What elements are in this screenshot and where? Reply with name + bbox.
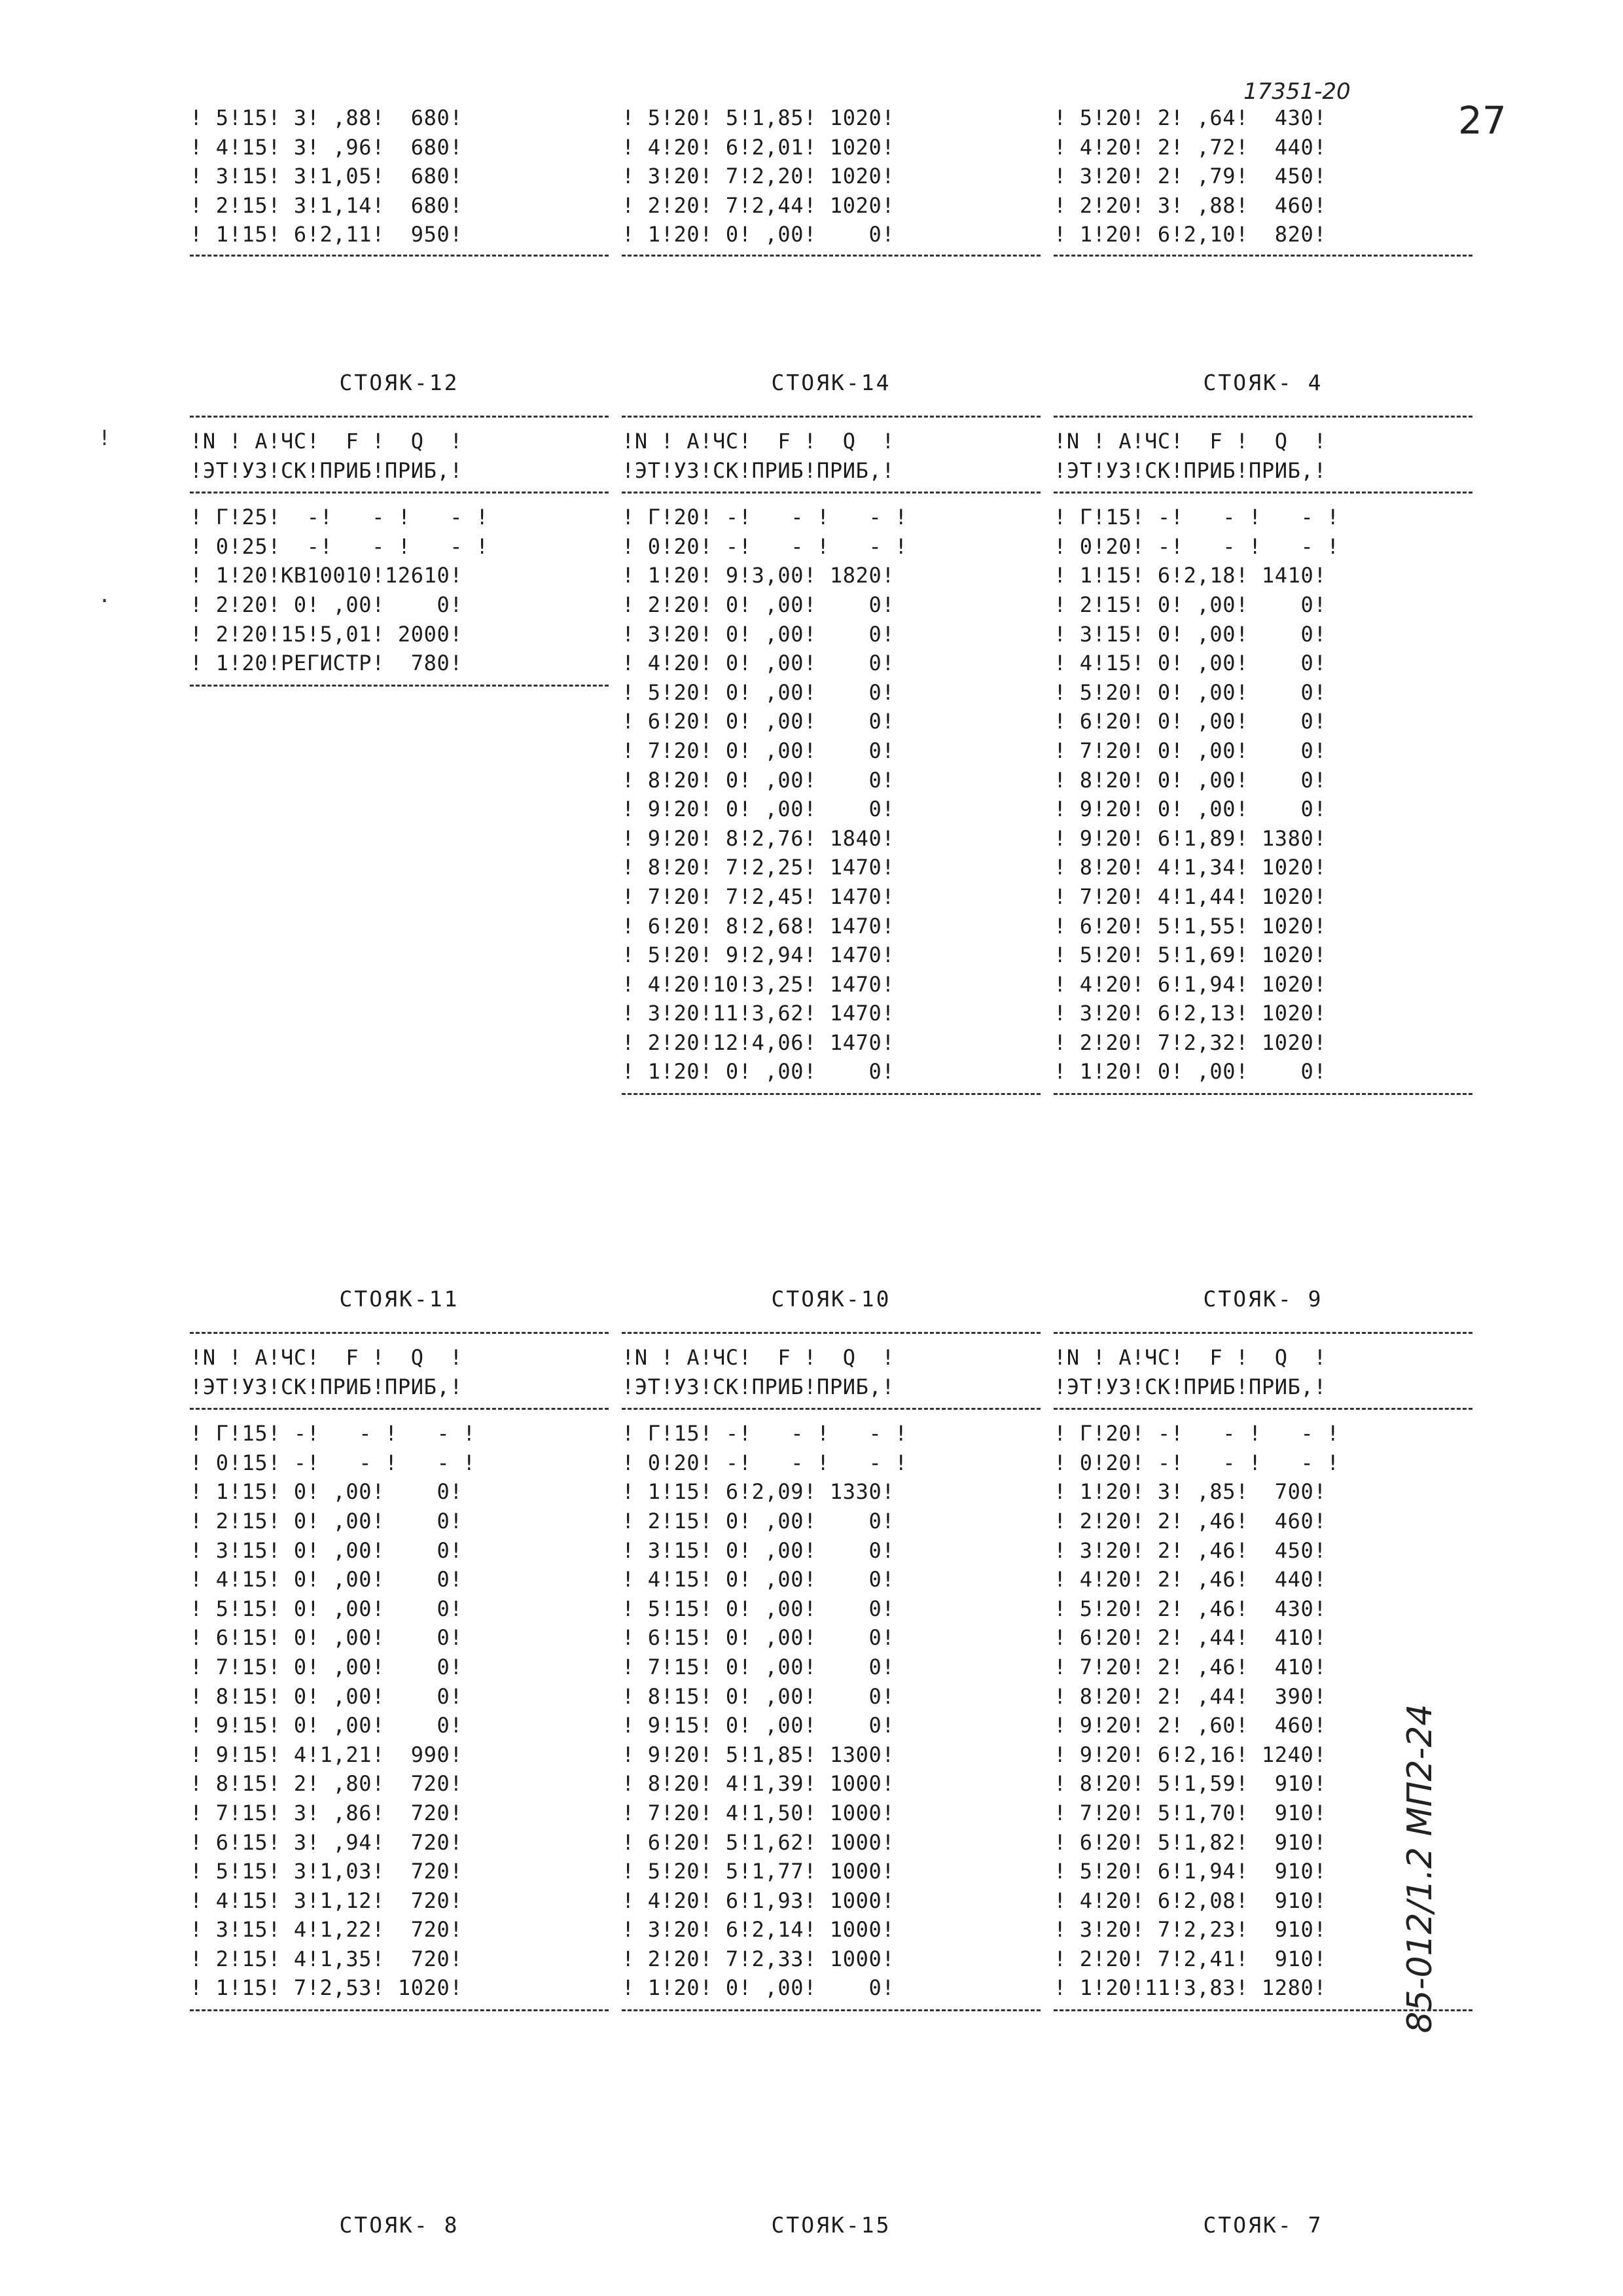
table-header-row: !ЭТ!УЗ!СК!ПРИБ!ПРИБ,! [1054,1374,1327,1399]
table-row: ! 2!20!12!4,06! 1470! [622,1030,895,1055]
footer-title-riser-15: СТОЯК-15 [771,2212,891,2238]
table-row: ! 6!20! 0! ,00! 0! [1054,709,1327,734]
table-row: ! 4!20! 6!2,08! 910! [1054,1888,1327,1913]
table-divider [190,1332,609,1334]
table-row: ! 8!20! 2! ,44! 390! [1054,1683,1327,1709]
table-divider [190,255,609,257]
table-row: ! 0!20! -! - ! - ! [622,1450,908,1475]
table-row: ! 2!20! 7!2,44! 1020! [622,192,895,218]
table-row: ! 7!20! 2! ,46! 410! [1054,1654,1327,1679]
table-divider [1054,492,1472,493]
table-title: СТОЯК- 4 [1203,370,1323,395]
table-row: ! 2!20! 7!2,41! 910! [1054,1946,1327,1971]
table-row: ! 0!20! -! - ! - ! [1054,1450,1340,1475]
riser-table-10 [622,1286,1041,2020]
table-row: ! 7!15! 3! ,86! 720! [190,1800,463,1825]
table-row: ! 9!20! 0! ,00! 0! [1054,797,1327,822]
table-header-row: !ЭТ!УЗ!СК!ПРИБ!ПРИБ,! [190,1374,463,1399]
table-row: ! Г!20! -! - ! - ! [1054,1421,1340,1446]
table-row: ! 3!20!11!3,62! 1470! [622,1001,895,1026]
table-divider [1054,1093,1472,1095]
table-row: ! 3!15! 4!1,22! 720! [190,1917,463,1943]
table-row: ! 3!15! 3!1,05! 680! [190,164,463,189]
table-row: ! 2!15! 0! ,00! 0! [1054,592,1327,617]
table-row: ! 2!20! 7!2,32! 1020! [1054,1030,1327,1055]
side-document-code: 85-012/1.2 МП2-24 [1400,1704,1440,2034]
table-row: ! 3!20! 6!2,13! 1020! [1054,1001,1327,1026]
table-header-row: !N ! A!ЧС! F ! Q ! [190,429,463,454]
table-row: ! 9!20! 6!1,89! 1380! [1054,825,1327,851]
table-row: ! 4!15! 0! ,00! 0! [622,1567,895,1592]
table-divider [1054,1408,1472,1410]
table-header-row: !ЭТ!УЗ!СК!ПРИБ!ПРИБ,! [190,457,463,483]
table-row: ! 4!20! 6!1,93! 1000! [622,1888,895,1913]
table-divider [190,685,609,687]
table-row: ! 0!15! -! - ! - ! [190,1450,476,1475]
table-row: ! 5!20! 9!2,94! 1470! [622,942,895,968]
table-row: ! 8!20! 0! ,00! 0! [622,767,895,793]
table-row: ! 9!15! 4!1,21! 990! [190,1742,463,1767]
table-row: ! 4!15! 3!1,12! 720! [190,1888,463,1913]
table-row: ! 4!20! 6!1,94! 1020! [1054,971,1327,997]
table-row: ! 5!20! 5!1,85! 1020! [622,105,895,130]
table-row: ! 1!20! 3! ,85! 700! [1054,1479,1327,1505]
table-header-row: !N ! A!ЧС! F ! Q ! [622,1345,895,1370]
table-divider [190,492,609,493]
table-row: ! 3!20! 0! ,00! 0! [622,621,895,647]
riser-table-11 [190,1286,609,2020]
table-row: ! Г!25! -! - ! - ! [190,505,489,530]
table-divider [622,1093,1041,1095]
table-divider [622,255,1041,257]
table-divider [622,416,1041,418]
table-row: ! 3!20! 2! ,46! 450! [1054,1537,1327,1563]
table-row: ! 6!20! 5!1,62! 1000! [622,1829,895,1855]
table-divider [190,416,609,418]
table-row: ! 2!20! 0! ,00! 0! [622,592,895,617]
table-row: ! 6!15! 3! ,94! 720! [190,1829,463,1855]
table-row: ! 5!20! 0! ,00! 0! [1054,679,1327,705]
table-divider [622,492,1041,493]
riser-table-4 [1054,370,1472,1104]
table-row: ! 2!15! 4!1,35! 720! [190,1946,463,1971]
table-row: ! 8!15! 2! ,80! 720! [190,1771,463,1797]
table-title: СТОЯК-14 [771,370,891,395]
table-row: ! 7!20! 0! ,00! 0! [1054,738,1327,763]
margin-mark: ! [98,425,111,450]
riser-table-9 [1054,1286,1472,2020]
table-row: ! 8!20! 4!1,34! 1020! [1054,855,1327,880]
table-divider [190,1408,609,1410]
table-row: ! 9!15! 0! ,00! 0! [190,1713,463,1738]
table-row: ! 1!20!КВ10010!12610! [190,563,463,588]
table-row: ! 5!15! 0! ,00! 0! [190,1596,463,1621]
table-row: ! 2!20!15!5,01! 2000! [190,621,463,647]
table-row: ! 6!20! 2! ,44! 410! [1054,1625,1327,1651]
top-continuation-col-3 [1054,103,1472,263]
document-code: 17351-20 [1243,79,1351,105]
table-row: ! 9!15! 0! ,00! 0! [622,1713,895,1738]
table-row: ! 8!20! 4!1,39! 1000! [622,1771,895,1797]
table-header-row: !ЭТ!УЗ!СК!ПРИБ!ПРИБ,! [622,457,895,483]
table-divider [1054,1332,1472,1334]
table-row: ! 8!20! 5!1,59! 910! [1054,1771,1327,1797]
table-title: СТОЯК-12 [339,370,459,395]
table-row: ! 6!20! 0! ,00! 0! [622,709,895,734]
table-row: ! 0!20! -! - ! - ! [1054,533,1340,559]
table-row: ! 5!15! 0! ,00! 0! [622,1596,895,1621]
table-row: ! 5!15! 3!1,03! 720! [190,1859,463,1884]
table-row: ! Г!15! -! - ! - ! [190,1421,476,1446]
table-row: ! 8!15! 0! ,00! 0! [190,1683,463,1709]
table-row: ! 1!20! 0! ,00! 0! [1054,1059,1327,1085]
table-row: ! 7!15! 0! ,00! 0! [622,1654,895,1679]
table-row: ! 1!15! 6!2,18! 1410! [1054,563,1327,588]
table-row: ! 1!15! 7!2,53! 1020! [190,1975,463,2001]
table-header-row: !ЭТ!УЗ!СК!ПРИБ!ПРИБ,! [1054,457,1327,483]
table-row: ! 1!15! 6!2,11! 950! [190,222,463,247]
table-row: ! 1!20! 0! ,00! 0! [622,1059,895,1085]
table-row: ! 4!20! 0! ,00! 0! [622,651,895,676]
table-row: ! 9!20! 6!2,16! 1240! [1054,1742,1327,1767]
table-row: ! 1!15! 6!2,09! 1330! [622,1479,895,1505]
table-row: ! 9!20! 8!2,76! 1840! [622,825,895,851]
table-header-row: !N ! A!ЧС! F ! Q ! [1054,429,1327,454]
table-row: ! 4!20!10!3,25! 1470! [622,971,895,997]
table-row: ! 1!20!11!3,83! 1280! [1054,1975,1327,2001]
table-row: ! 5!20! 5!1,77! 1000! [622,1859,895,1884]
table-row: ! 7!20! 4!1,50! 1000! [622,1800,895,1825]
table-header-row: !N ! A!ЧС! F ! Q ! [190,1345,463,1370]
table-row: ! 3!20! 6!2,14! 1000! [622,1917,895,1943]
table-row: ! 5!20! 2! ,64! 430! [1054,105,1327,130]
table-row: ! 7!15! 0! ,00! 0! [190,1654,463,1679]
table-divider [1054,2009,1472,2011]
table-row: ! 3!20! 7!2,20! 1020! [622,164,895,189]
table-row: ! 9!20! 5!1,85! 1300! [622,1742,895,1767]
table-row: ! 7!20! 0! ,00! 0! [622,738,895,763]
table-divider [190,2009,609,2011]
table-row: ! 4!20! 6!2,01! 1020! [622,134,895,160]
table-title: СТОЯК- 9 [1203,1286,1323,1312]
table-row: ! 6!15! 0! ,00! 0! [190,1625,463,1651]
top-continuation-col-2 [622,103,1041,263]
table-row: ! 3!20! 7!2,23! 910! [1054,1917,1327,1943]
table-row: ! 2!20! 2! ,46! 460! [1054,1508,1327,1534]
table-row: ! 6!15! 0! ,00! 0! [622,1625,895,1651]
table-row: ! 3!15! 0! ,00! 0! [190,1537,463,1563]
table-row: ! 2!20! 7!2,33! 1000! [622,1946,895,1971]
footer-title-riser-7: СТОЯК- 7 [1203,2212,1323,2238]
table-row: ! 0!25! -! - ! - ! [190,533,489,559]
table-row: ! 3!15! 0! ,00! 0! [1054,621,1327,647]
table-row: ! 4!20! 2! ,72! 440! [1054,134,1327,160]
table-divider [622,2009,1041,2011]
table-row: ! 7!20! 5!1,70! 910! [1054,1800,1327,1825]
table-row: ! 1!15! 0! ,00! 0! [190,1479,463,1505]
table-row: ! 2!20! 3! ,88! 460! [1054,192,1327,218]
table-row: ! 5!20! 2! ,46! 430! [1054,1596,1327,1621]
table-row: ! Г!15! -! - ! - ! [622,1421,908,1446]
table-row: ! 9!20! 0! ,00! 0! [622,797,895,822]
table-row: ! 4!20! 2! ,46! 440! [1054,1567,1327,1592]
table-row: ! 1!20! 0! ,00! 0! [622,1975,895,2001]
table-header-row: !N ! A!ЧС! F ! Q ! [622,429,895,454]
table-row: ! 5!20! 6!1,94! 910! [1054,1859,1327,1884]
table-row: ! 1!20!РЕГИСТР! 780! [190,651,463,676]
table-row: ! 5!15! 3! ,88! 680! [190,105,463,130]
table-row: ! 8!15! 0! ,00! 0! [622,1683,895,1709]
riser-table-14 [622,370,1041,1104]
table-row: ! Г!15! -! - ! - ! [1054,505,1340,530]
table-row: ! 5!20! 5!1,69! 1020! [1054,942,1327,968]
table-row: ! 2!20! 0! ,00! 0! [190,592,463,617]
table-row: ! 8!20! 7!2,25! 1470! [622,855,895,880]
table-divider [1054,416,1472,418]
table-divider [622,1408,1041,1410]
table-row: ! 8!20! 0! ,00! 0! [1054,767,1327,793]
footer-title-riser-8: СТОЯК- 8 [339,2212,459,2238]
table-row: ! 1!20! 0! ,00! 0! [622,222,895,247]
table-divider [622,1332,1041,1334]
table-row: ! 1!20! 6!2,10! 820! [1054,222,1327,247]
table-row: ! 2!15! 0! ,00! 0! [190,1508,463,1534]
table-row: ! 6!20! 5!1,82! 910! [1054,1829,1327,1855]
table-row: ! 2!15! 0! ,00! 0! [622,1508,895,1534]
table-row: ! 6!20! 5!1,55! 1020! [1054,913,1327,939]
table-row: ! Г!20! -! - ! - ! [622,505,908,530]
page-number: 27 [1458,98,1507,143]
table-row: ! 0!20! -! - ! - ! [622,533,908,559]
table-row: ! 2!15! 3!1,14! 680! [190,192,463,218]
table-title: СТОЯК-11 [339,1286,459,1312]
margin-mark: . [98,583,111,607]
table-row: ! 5!20! 0! ,00! 0! [622,679,895,705]
table-row: ! 7!20! 7!2,45! 1470! [622,884,895,909]
table-header-row: !N ! A!ЧС! F ! Q ! [1054,1345,1327,1370]
table-row: ! 4!15! 0! ,00! 0! [190,1567,463,1592]
table-divider [1054,255,1472,257]
table-row: ! 4!15! 3! ,96! 680! [190,134,463,160]
table-header-row: !ЭТ!УЗ!СК!ПРИБ!ПРИБ,! [622,1374,895,1399]
table-row: ! 3!15! 0! ,00! 0! [622,1537,895,1563]
table-row: ! 4!15! 0! ,00! 0! [1054,651,1327,676]
table-row: ! 9!20! 2! ,60! 460! [1054,1713,1327,1738]
table-row: ! 7!20! 4!1,44! 1020! [1054,884,1327,909]
table-row: ! 1!20! 9!3,00! 1820! [622,563,895,588]
riser-table-12 [190,370,609,696]
table-row: ! 6!20! 8!2,68! 1470! [622,913,895,939]
table-title: СТОЯК-10 [771,1286,891,1312]
table-row: ! 3!20! 2! ,79! 450! [1054,164,1327,189]
top-continuation-col-1 [190,103,609,263]
